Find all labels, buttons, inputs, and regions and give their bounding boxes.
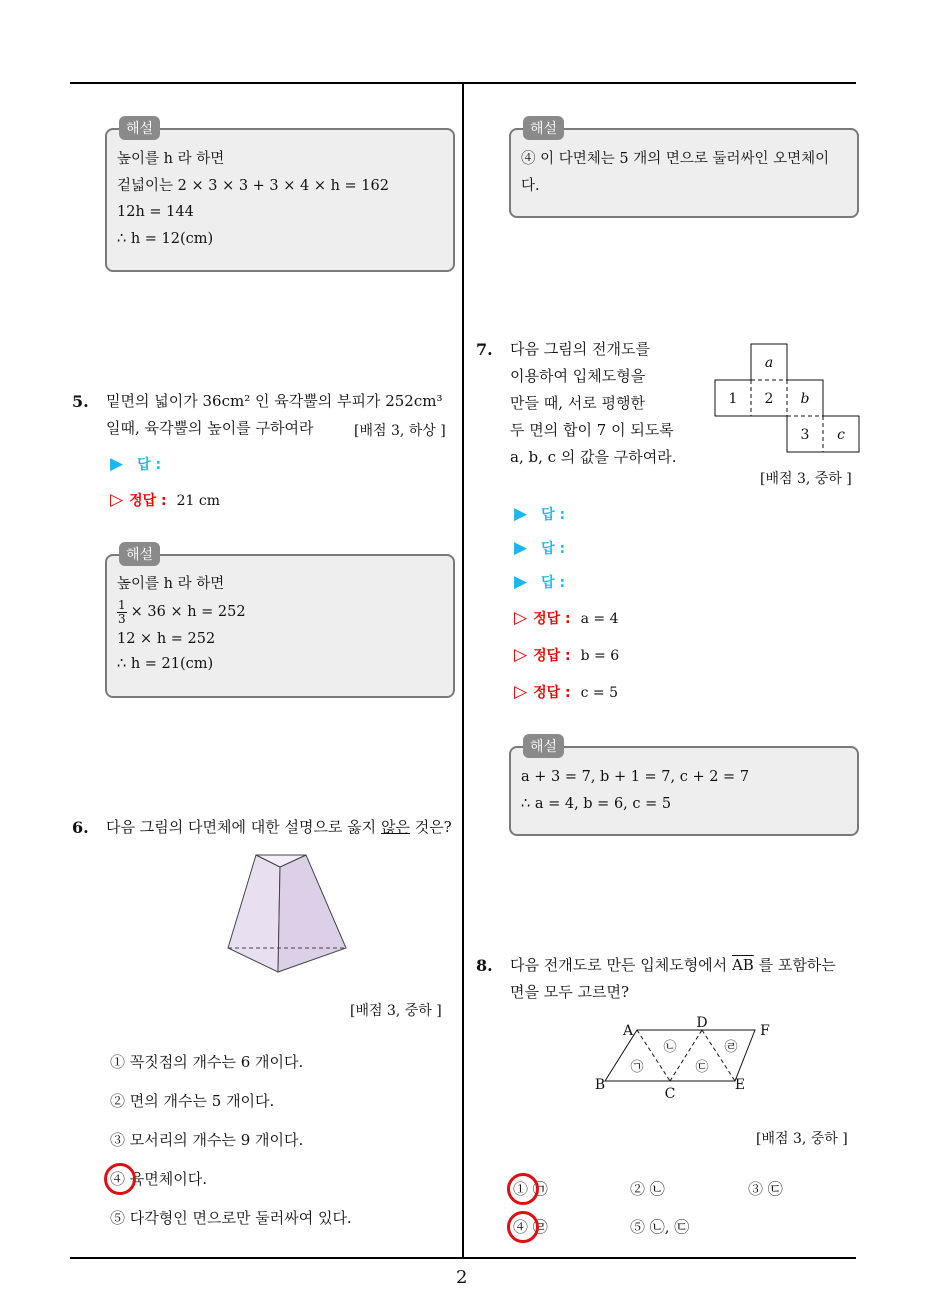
choice-4[interactable]: ④ 육면체이다. [110,1170,207,1188]
answer-label: 답 : [541,575,566,591]
solution-box-q6 [509,121,859,218]
answer-row-q7 [514,572,565,592]
choice-3[interactable]: ③ 모서리의 개수는 9 개이다. [110,1131,304,1149]
question-text-underline: 않은 [380,818,410,836]
score-q7: [배점 3, 중하 ] [760,471,852,487]
net-label-b: b [800,391,810,407]
score-q5: [배점 3, 하상 ] [354,423,446,439]
correct-row-q5 [110,490,220,510]
correct-label: 정답 : [129,493,167,509]
vertex-label-e: E [734,1077,746,1093]
cube-net-figure [714,343,860,453]
correct-value: 21 cm [176,493,220,509]
solution-line: 12 × h = 252 [117,631,216,647]
vertex-label-c: C [664,1086,676,1102]
vertex-label-a: A [622,1023,634,1039]
solution-box-q7 [509,739,859,836]
face-label-1: ㉠ [630,1060,644,1075]
question-line: 이용하여 입체도형을 [510,367,646,385]
choice-4[interactable]: ④ ㉣ [513,1218,548,1236]
solution-line: 겉넓이는 2 × 3 × 3 + 3 × 4 × h = 162 [117,177,389,194]
solution-tag: 해설 [523,734,564,758]
net-label-2: 2 [764,391,774,407]
question-text-part: 다음 그림의 다면체에 대한 설명으로 옳지 [106,818,381,836]
question-number-7: 7. [476,340,493,359]
correct-label: 정답 : [533,648,571,664]
choice-2[interactable]: ② ㉡ [630,1180,665,1198]
fraction-numerator: 1 [118,597,126,612]
choice-5[interactable]: ⑤ 다각형인 면으로만 둘러싸여 있다. [110,1209,352,1227]
correct-triangle-icon: ▷ [514,608,528,628]
answer-triangle-icon: ▶ [514,572,528,592]
selected-mark-circle [507,1211,539,1243]
question-text-7 [510,336,720,471]
question-number-6: 6. [72,818,89,837]
face-label-4: ㉣ [724,1040,738,1055]
question-text-part: 다음 전개도로 만든 입체도형에서 [510,956,732,974]
solution-line: ∴ h = 12(cm) [117,230,214,247]
correct-value: b = 6 [580,648,620,664]
answer-label: 답 : [541,507,566,523]
score-q8: [배점 3, 중하 ] [756,1131,848,1147]
score-q6: [배점 3, 중하 ] [350,1003,442,1019]
correct-row-q7 [514,682,618,702]
selected-mark-circle [507,1173,539,1205]
correct-row-q7 [514,608,619,628]
answer-triangle-icon: ▶ [110,454,124,474]
solution-tag: 해설 [523,116,564,140]
solution-line-fraction [117,597,445,627]
answer-triangle-icon: ▶ [514,538,528,558]
net-label-1: 1 [728,391,738,407]
vertex-label-d: D [696,1015,708,1031]
solution-tag: 해설 [119,542,160,566]
correct-label: 정답 : [533,611,571,627]
question-line: 일때, 육각뿔의 높이를 구하여라 [106,419,314,437]
solution-line: 높이를 h 라 하면 [117,151,225,167]
question-line: 밑면의 넓이가 36cm² 인 육각뿔의 부피가 252cm³ [106,392,443,410]
correct-value: c = 5 [580,685,618,701]
correct-label: 정답 : [533,685,571,701]
net-label-3: 3 [800,427,810,443]
net-label-a: a [764,355,774,371]
choice-1[interactable]: ① ㉠ [513,1180,548,1198]
vertex-label-b: B [594,1077,606,1093]
answer-label: 답 : [541,541,566,557]
question-text-6 [106,814,466,841]
face-label-3: ㉢ [695,1060,709,1075]
question-number-8: 8. [476,956,493,975]
question-line: 다음 그림의 전개도를 [510,340,650,358]
question-line: 두 면의 합이 7 이 되도록 [510,421,674,439]
choice-2[interactable]: ② 면의 개수는 5 개이다. [110,1092,275,1110]
bottom-rule [70,1257,856,1259]
answer-row-q5 [110,454,161,474]
solution-line: a + 3 = 7, b + 1 = 7, c + 2 = 7 [521,769,750,785]
solution-line: 다. [521,177,540,194]
solution-box-q4 [105,121,455,272]
fraction-denominator: 3 [118,611,126,626]
face-label-2: ㉡ [663,1040,677,1055]
segment-ab: $\overline{AB}$ [731,956,754,974]
column-divider [462,82,464,1258]
triangular-net-figure [592,1012,778,1104]
question-line [510,952,856,979]
question-number-5: 5. [72,392,89,411]
answer-label: 답 : [137,457,162,473]
solution-line: ∴ h = 21(cm) [117,656,214,672]
question-text-part: 것은? [409,818,452,836]
question-line: a, b, c 의 값을 구하여라. [510,448,677,466]
correct-triangle-icon: ▷ [514,645,528,665]
correct-value: a = 4 [580,611,619,627]
choice-5[interactable]: ⑤ ㉡, ㉢ [630,1218,690,1236]
answer-triangle-icon: ▶ [514,504,528,524]
solution-line: 12h = 144 [117,204,194,220]
correct-triangle-icon: ▷ [514,682,528,702]
solution-line: × 36 × h = 252 [130,603,246,620]
question-text-8 [510,952,856,1006]
page-number: 2 [456,1267,468,1288]
choice-1[interactable]: ① 꼭짓점의 개수는 6 개이다. [110,1053,304,1071]
question-line: 면을 모두 고르면? [510,983,630,1001]
question-line: 만들 때, 서로 평행한 [510,394,645,412]
frustum-right-face [278,855,346,972]
correct-triangle-icon: ▷ [110,490,124,510]
question-text-part: 를 포함하는 [753,956,836,974]
correct-row-q7 [514,645,619,665]
fraction [117,599,127,626]
selected-mark-circle [104,1163,136,1195]
choice-3[interactable]: ③ ㉢ [748,1180,783,1198]
frustum-left-face [228,855,280,972]
solution-line: ∴ a = 4, b = 6, c = 5 [521,795,672,812]
answer-row-q7 [514,504,565,524]
solution-tag: 해설 [119,116,160,140]
answer-row-q7 [514,538,565,558]
net-label-c: c [837,427,845,443]
frustum-figure [222,850,352,976]
vertex-label-f: F [760,1023,770,1039]
solution-line: 높이를 h 라 하면 [117,576,225,592]
solution-box-q5 [105,547,455,698]
solution-line: ④ 이 다면체는 5 개의 면으로 둘러싸인 오면체이 [521,151,830,167]
